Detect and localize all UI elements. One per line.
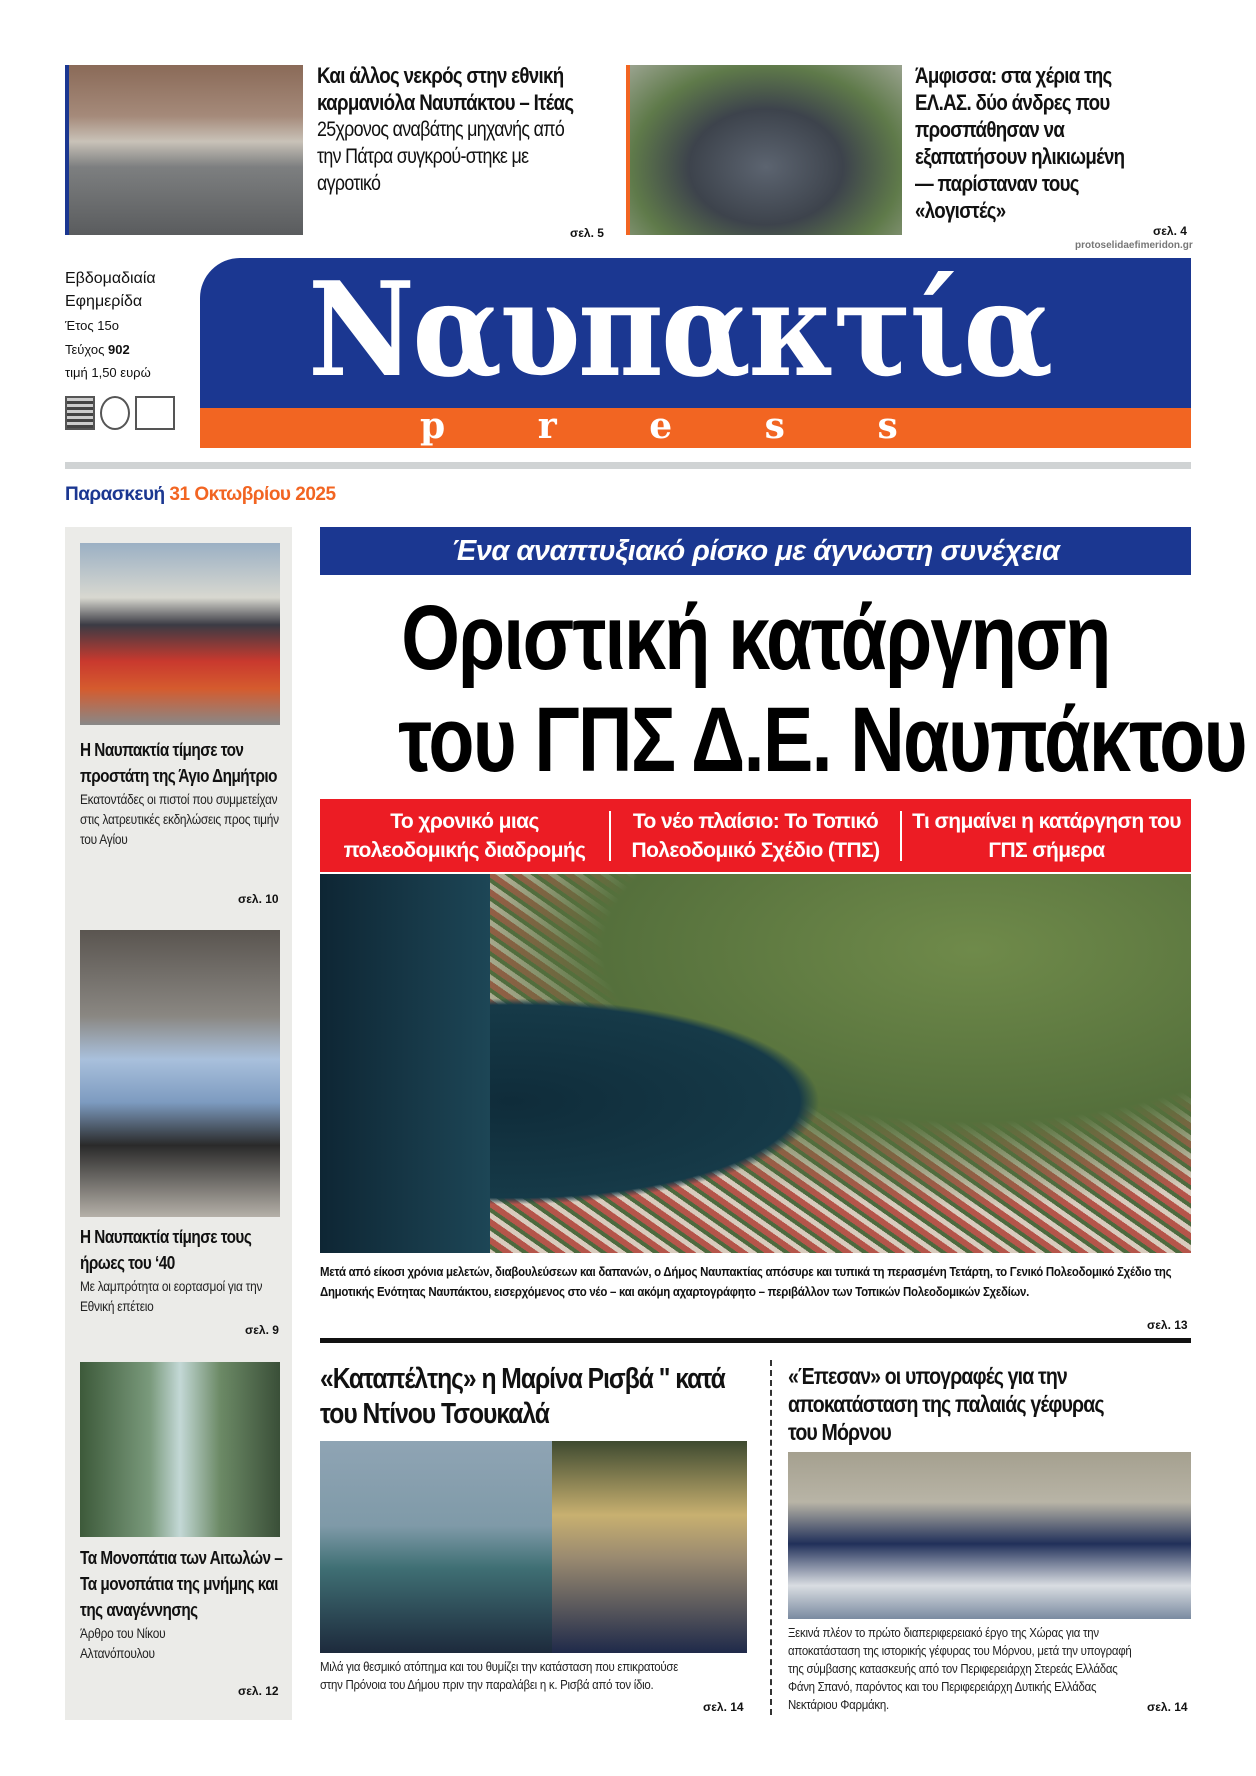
postal-logos: [65, 396, 195, 430]
top-story-1-text: 25χρονος αναβάτης μηχανής από την Πάτρα συγκρού-στηκε με αγροτικό: [317, 118, 565, 195]
top-story-2-page: σελ. 4: [1153, 224, 1187, 238]
bottom-story-1[interactable]: [320, 1362, 740, 1432]
section-link-1[interactable]: Το χρονικό μιας πολεοδομικής διαδρομής: [343, 809, 586, 862]
date-full: 31 Οκτωβρίου 2025: [169, 484, 336, 505]
risva-photo: [320, 1441, 552, 1653]
sidebar-story-3-title: Τα Μονοπάτια των Αιτωλών – Τα μονοπάτια της μνήμης και της αναγέννησης: [80, 1548, 283, 1620]
info-price: τιμή 1,50 ευρώ: [65, 365, 151, 380]
bottom-story-2[interactable]: [788, 1362, 1118, 1446]
top-story-1-headline: Και άλλος νεκρός στην εθνική καρμανιόλα Ναυπάκτου – Ιτέας: [317, 63, 574, 115]
top-story-2[interactable]: [915, 62, 1145, 224]
tsoukalas-photo: [552, 1441, 747, 1653]
sidebar-story-1-page: σελ. 10: [238, 892, 279, 906]
info-issue: 902: [108, 342, 130, 357]
top-story-1[interactable]: [317, 62, 607, 197]
masthead: [200, 258, 1191, 448]
main-headline-line1: Οριστική κατάργηση: [401, 587, 1110, 689]
sidebar-story-3-text: Άρθρο του Νίκου Αλτανόπουλου: [80, 1625, 166, 1661]
gorge-photo: [80, 1362, 280, 1537]
info-line2: Εφημερίδα: [65, 293, 143, 310]
column-divider: [770, 1360, 772, 1715]
section-link-2[interactable]: Το νέο πλαίσιο: Το Τοπικό Πολεοδομικό Σχέδιο (ΤΠΣ): [631, 809, 880, 862]
parade-photo: [80, 930, 280, 1217]
bottom-story-2-caption-wrap: [788, 1624, 1138, 1714]
main-kicker: [320, 527, 1191, 575]
bottom-story-1-page: σελ. 14: [703, 1700, 744, 1714]
sidebar-story-2[interactable]: [80, 1224, 285, 1316]
main-page: σελ. 13: [1147, 1318, 1188, 1332]
info-line1: Εβδομαδιαία: [65, 270, 156, 287]
masthead-rule: [65, 462, 1191, 469]
masthead-title: Ναυπακτία: [308, 258, 1051, 406]
sidebar-story-3-page: σελ. 12: [238, 1684, 279, 1698]
procession-photo: [80, 543, 280, 725]
main-caption: Μετά από είκοσι χρόνια μελετών, διαβουλεύσεων και δαπανών, ο Δήμος Ναυπακτίας απόσυρε και τυπικά τη περασμένη Τετάρτη, το Γενικό Πολεοδομικό Σχέδιο της Δημοτικής Ενότητας Ναυπάκτου, εισερχόμενος στο νέο – και ακόμη αχαρτογράφητο – περιβάλλον των Τοπικών Πολεοδομικών Σχεδίων.: [320, 1264, 1172, 1299]
issue-date: [65, 484, 336, 506]
info-issue-label: Τεύχος: [65, 342, 108, 357]
car-photo: [626, 65, 902, 235]
sidebar-story-2-page: σελ. 9: [245, 1323, 279, 1337]
top-story-2-headline: Άμφισσα: στα χέρια της ΕΛ.ΑΣ. δύο άνδρες που προσπάθησαν να εξαπατήσουν ηλικιωμένη — παρίσταναν τους «λογιστές»: [915, 63, 1125, 223]
main-kicker-text: Ένα αναπτυξιακό ρίσκο με άγνωστη συνέχεια: [451, 535, 1060, 567]
elta-logo-icon: [135, 396, 175, 430]
sidebar-story-1-title: Η Ναυπακτία τίμησε τον προστάτη της Άγιο Δημήτριο: [80, 740, 278, 786]
bottom-story-1-headline: «Καταπέλτης» η Μαρίνα Ρισβά " κατά του Ντίνου Τσουκαλά: [320, 1363, 725, 1430]
date-day: Παρασκευή: [65, 484, 165, 505]
section-link-3[interactable]: Τι σημαίνει η κατάργηση του ΓΠΣ σήμερα: [912, 809, 1181, 862]
watermark: protoselidaefimeridon.gr: [1075, 240, 1193, 251]
main-headline-line2: του ΓΠΣ Δ.Ε. Ναυπάκτου: [398, 689, 1246, 791]
sidebar-story-1-text: Εκατοντάδες οι πιστοί που συμμετείχαν στις λατρευτικές εκδηλώσεις προς τιμήν του Αγίου: [80, 791, 279, 847]
bridge-signing-photo: [788, 1452, 1191, 1619]
bottom-story-2-headline: «Έπεσαν» οι υπογραφές για την αποκατάσταση της παλαιάς γέφυρας του Μόρνου: [788, 1363, 1104, 1445]
sidebar-story-2-text: Με λαμπρότητα οι εορτασμοί για την Εθνική επέτειο: [80, 1278, 263, 1314]
crash-photo: [65, 65, 303, 235]
issue-info: [65, 268, 195, 430]
aerial-photo: [320, 874, 1191, 1253]
main-rule: [320, 1338, 1191, 1343]
info-year: Έτος 15ο: [65, 318, 119, 333]
bottom-story-2-page: σελ. 14: [1147, 1700, 1188, 1714]
bottom-story-1-caption: Μιλά για θεσμικό ατόπημα και του θυμίζει την κατάσταση που επικρατούσε στην Πρόνοια του Δήμου πριν την παραλάβει η κ. Ρισβά από τον ίδιο.: [320, 1659, 679, 1692]
bottom-story-2-caption: Ξεκινά πλέον το πρώτο διαπεριφερειακό έργο της Χώρας για την αποκατάσταση της ιστορικής γέφυρας του Μόρνου, μετά την υπογραφή της σύμβασης κατασκευής από τον Περιφερειάρχη Στερεάς Ελλάδας Φάνη Σπανό, παρόντος και του Περιφερειάρχη Δυτικής Ελλάδας Νεκτάριου Φαρμάκη.: [788, 1625, 1132, 1712]
section-bar: [320, 799, 1191, 872]
barcode-icon: [65, 396, 95, 430]
sidebar-story-1[interactable]: [80, 737, 285, 849]
main-headline[interactable]: [320, 587, 1246, 793]
bottom-story-1-caption-wrap: [320, 1658, 690, 1694]
sidebar-story-2-title: Η Ναυπακτία τίμησε τους ήρωες του ‘40: [80, 1227, 252, 1273]
top-story-1-page: σελ. 5: [570, 226, 604, 240]
seal-icon: [100, 396, 130, 430]
sidebar-story-3[interactable]: [80, 1545, 285, 1663]
masthead-subtitle: p r e s s: [420, 405, 898, 447]
main-caption-wrap: [320, 1262, 1188, 1302]
